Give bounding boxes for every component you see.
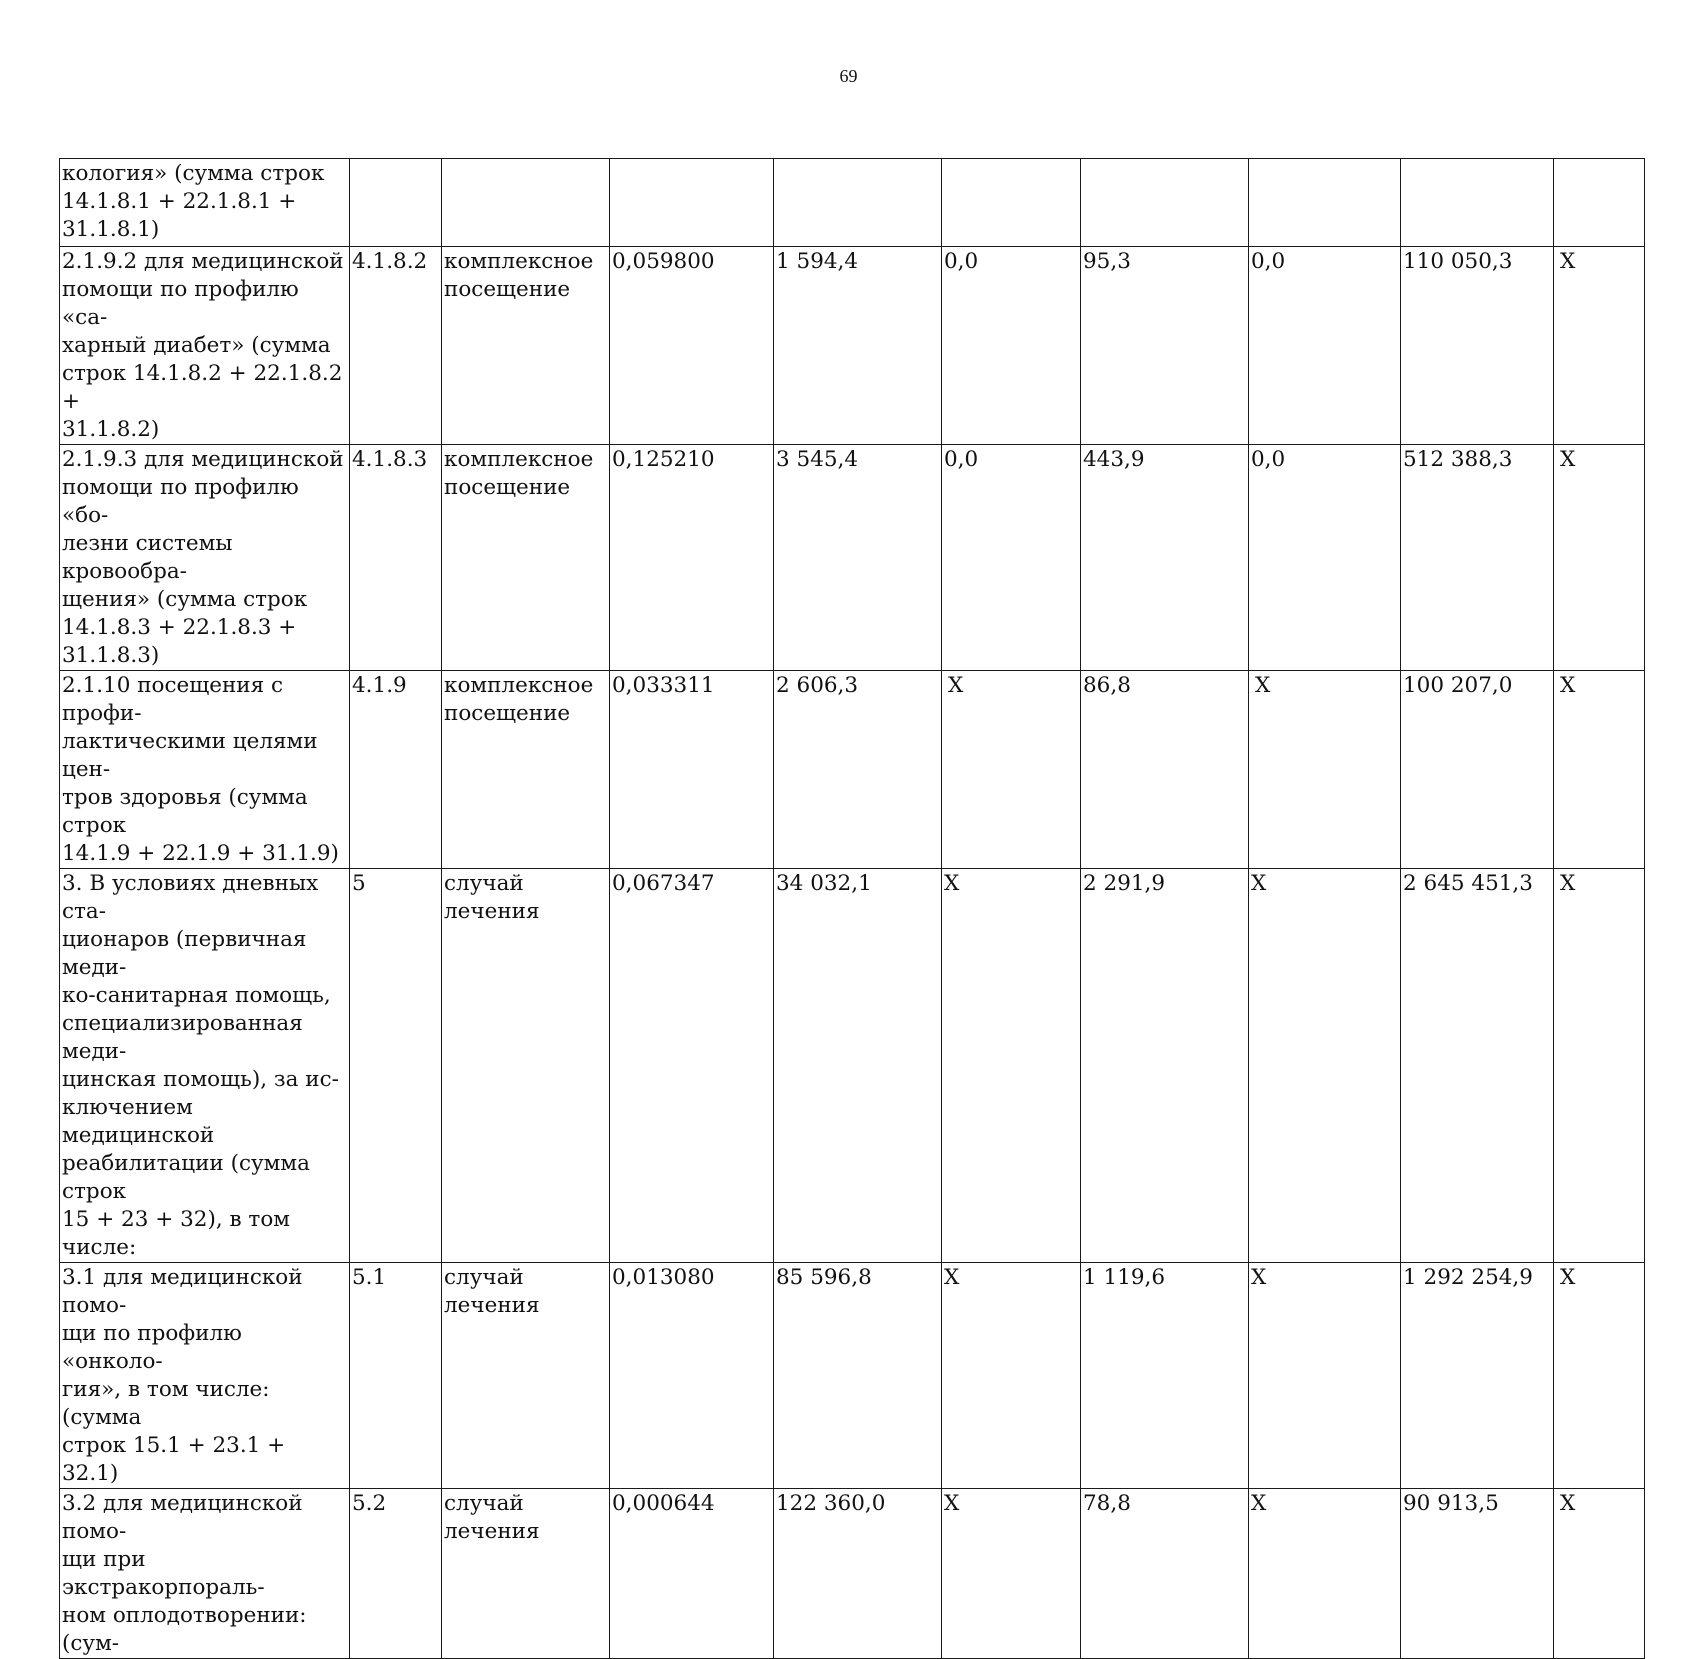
value-cell: X — [1249, 1263, 1401, 1489]
value-cell: 0,067347 — [610, 869, 774, 1263]
table-row — [60, 1489, 1645, 1659]
value-cell: 86,8 — [1081, 671, 1249, 869]
x-cell — [1554, 159, 1645, 247]
value-cell: 0,0 — [1249, 247, 1401, 445]
value-cell: X — [1249, 869, 1401, 1263]
row-label-cell: 3.2 для медицинской помо- щи при экстракорпораль- ном оплодотворении: (сум- — [60, 1489, 350, 1659]
value-cell: 512 388,3 — [1401, 445, 1554, 671]
value-cell: 2 606,3 — [774, 671, 942, 869]
value-cell — [1249, 159, 1401, 247]
value-cell: 0,013080 — [610, 1263, 774, 1489]
value-cell: 110 050,3 — [1401, 247, 1554, 445]
value-cell: 443,9 — [1081, 445, 1249, 671]
value-cell: 2 645 451,3 — [1401, 869, 1554, 1263]
row-number-cell — [350, 159, 442, 247]
value-cell — [774, 159, 942, 247]
row-number-cell: 5.2 — [350, 1489, 442, 1659]
row-label-cell: 3.1 для медицинской помо- щи по профилю «онколо- гия», в том числе: (сумма строк 15.1 + 23.1 + 32.1) — [60, 1263, 350, 1489]
page-number: 69 — [839, 66, 858, 86]
x-cell: X — [1554, 671, 1645, 869]
value-cell: 78,8 — [1081, 1489, 1249, 1659]
value-cell: X — [1249, 671, 1401, 869]
value-cell: 1 292 254,9 — [1401, 1263, 1554, 1489]
value-cell: X — [942, 671, 1081, 869]
value-cell: 90 913,5 — [1401, 1489, 1554, 1659]
table-row — [60, 1263, 1645, 1489]
value-cell: X — [942, 1263, 1081, 1489]
x-cell: X — [1554, 247, 1645, 445]
unit-cell: комплексное посещение — [442, 445, 610, 671]
x-cell: X — [1554, 445, 1645, 671]
value-cell — [1401, 159, 1554, 247]
unit-cell: случай лечения — [442, 869, 610, 1263]
table-row — [60, 159, 1645, 247]
value-cell: X — [942, 1489, 1081, 1659]
row-number-cell: 5.1 — [350, 1263, 442, 1489]
value-cell: 34 032,1 — [774, 869, 942, 1263]
value-cell: 0,0 — [942, 445, 1081, 671]
value-cell: X — [1249, 1489, 1401, 1659]
row-label-cell: 3. В условиях дневных ста- ционаров (первичная меди- ко-санитарная помощь, специализированная меди- цинская помощь), за ис- ключением медицинской реабилитации (сумма строк 15 + 23 + 32), в том числе: — [60, 869, 350, 1263]
value-cell: 100 207,0 — [1401, 671, 1554, 869]
table-row — [60, 671, 1645, 869]
row-number-cell: 5 — [350, 869, 442, 1263]
table-row — [60, 445, 1645, 671]
unit-cell: случай лечения — [442, 1489, 610, 1659]
value-cell: 95,3 — [1081, 247, 1249, 445]
value-cell: 1 594,4 — [774, 247, 942, 445]
table-row — [60, 869, 1645, 1263]
x-cell: X — [1554, 1489, 1645, 1659]
value-cell: 3 545,4 — [774, 445, 942, 671]
row-label-cell: 2.1.9.3 для медицинской помощи по профилю «бо- лезни системы кровообра- щения» (сумма строк 14.1.8.3 + 22.1.8.3 + 31.1.8.3) — [60, 445, 350, 671]
data-table — [59, 158, 1645, 1659]
x-cell: X — [1554, 1263, 1645, 1489]
unit-cell: случай лечения — [442, 1263, 610, 1489]
value-cell: 0,125210 — [610, 445, 774, 671]
table-row — [60, 247, 1645, 445]
value-cell — [942, 159, 1081, 247]
unit-cell — [442, 159, 610, 247]
value-cell: X — [942, 869, 1081, 1263]
row-label-cell: кология» (сумма строк 14.1.8.1 + 22.1.8.1 + 31.1.8.1) — [60, 159, 350, 247]
row-label-cell: 2.1.10 посещения с профи- лактическими целями цен- тров здоровья (сумма строк 14.1.9 + 22.1.9 + 31.1.9) — [60, 671, 350, 869]
row-number-cell: 4.1.8.2 — [350, 247, 442, 445]
value-cell: 1 119,6 — [1081, 1263, 1249, 1489]
unit-cell: комплексное посещение — [442, 247, 610, 445]
row-number-cell: 4.1.8.3 — [350, 445, 442, 671]
value-cell: 0,0 — [942, 247, 1081, 445]
value-cell: 2 291,9 — [1081, 869, 1249, 1263]
row-number-cell: 4.1.9 — [350, 671, 442, 869]
value-cell: 0,033311 — [610, 671, 774, 869]
row-label-cell: 2.1.9.2 для медицинской помощи по профилю «са- харный диабет» (сумма строк 14.1.8.2 + 22.1.8.2 + 31.1.8.2) — [60, 247, 350, 445]
value-cell: 85 596,8 — [774, 1263, 942, 1489]
value-cell: 0,059800 — [610, 247, 774, 445]
x-cell: X — [1554, 869, 1645, 1263]
value-cell: 0,000644 — [610, 1489, 774, 1659]
value-cell — [610, 159, 774, 247]
value-cell — [1081, 159, 1249, 247]
unit-cell: комплексное посещение — [442, 671, 610, 869]
value-cell: 122 360,0 — [774, 1489, 942, 1659]
value-cell: 0,0 — [1249, 445, 1401, 671]
